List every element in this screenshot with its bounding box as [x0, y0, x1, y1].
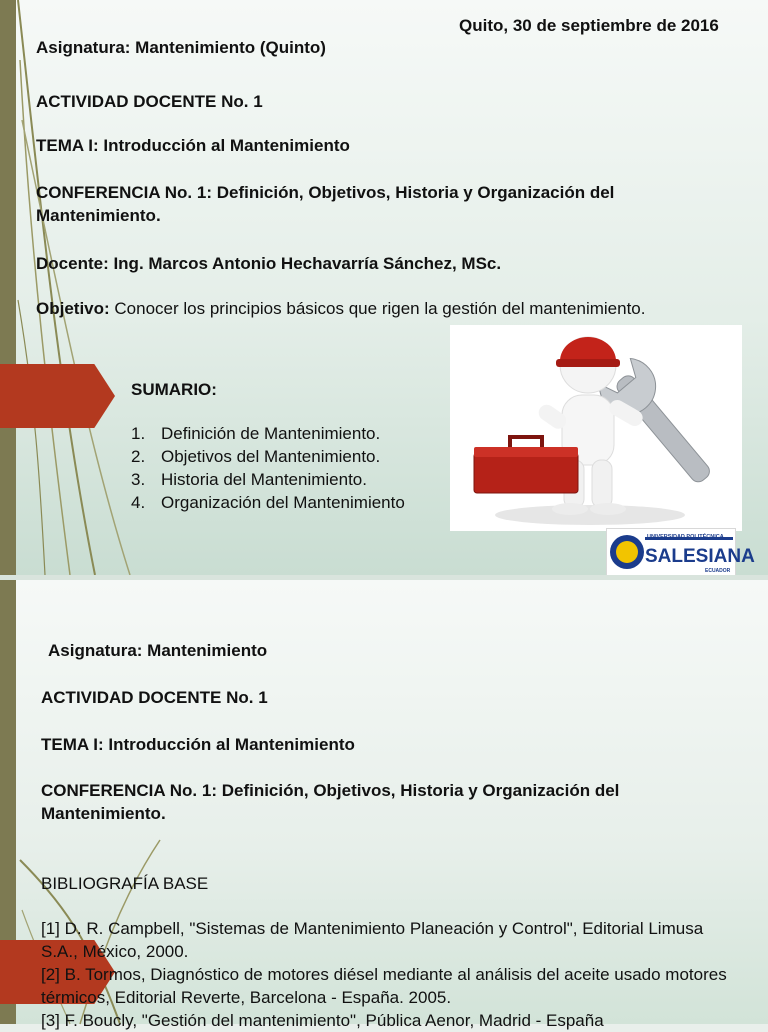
teacher: Docente: Ing. Marcos Antonio Hechavarría Sánchez, MSc. — [36, 254, 502, 273]
summary-item: 2. Objetivos del Mantenimiento. — [131, 447, 381, 466]
bibliography-title: BIBLIOGRAFÍA BASE — [41, 874, 209, 893]
objective-text: Conocer los principios básicos que rigen la gestión del mantenimiento. — [109, 299, 646, 318]
bibliography-list — [41, 917, 741, 1032]
activity-title: ACTIVIDAD DOCENTE No. 1 — [41, 688, 268, 707]
logo-country: ECUADOR — [705, 568, 731, 574]
logo-caption: UNIVERSIDAD POLITÉCNICA — [647, 534, 724, 540]
summary-item: 1. Definición de Mantenimiento. — [131, 424, 381, 443]
topic-title: TEMA I: Introducción al Mantenimiento — [36, 136, 350, 155]
subject: Asignatura: Mantenimiento (Quinto) — [36, 38, 326, 57]
slide-2 — [0, 580, 768, 1030]
conference-title: CONFERENCIA No. 1: Definición, Objetivos, Historia y Organización del Mantenimiento. — [41, 781, 620, 823]
reference-item: [1] D. R. Campbell, "Sistemas de Mantenimiento Planeación y Control", Editorial Limusa S.A., México, 2000. — [41, 919, 704, 961]
grass-decoration — [0, 0, 140, 575]
date: Quito, 30 de septiembre de 2016 — [459, 16, 719, 35]
objective — [36, 297, 645, 320]
objective-label: Objetivo: — [36, 299, 110, 318]
university-logo — [606, 528, 755, 576]
reference-item: [3] F. Boucly, "Gestión del mantenimiento", Pública Aenor, Madrid - España — [41, 1011, 604, 1030]
reference-item: [2] B. Tormos, Diagnóstico de motores diésel mediante al análisis del aceite usado motores térmicos, Editorial Reverte, Barcelona - España. 2005. — [41, 965, 727, 1007]
arrow-marker — [0, 364, 115, 428]
maintenance-illustration — [450, 325, 742, 531]
summary-item: 4. Organización del Mantenimiento — [131, 493, 405, 512]
summary-item: 3. Historia del Mantenimiento. — [131, 470, 367, 489]
subject: Asignatura: Mantenimiento — [48, 641, 268, 660]
topic-title: TEMA I: Introducción al Mantenimiento — [41, 735, 355, 754]
activity-title: ACTIVIDAD DOCENTE No. 1 — [36, 92, 263, 111]
summary-title: SUMARIO: — [131, 380, 217, 399]
summary-list — [131, 422, 405, 514]
logo-name: SALESIANA — [645, 546, 755, 567]
conference-title: CONFERENCIA No. 1: Definición, Objetivos, Historia y Organización del Mantenimiento. — [36, 183, 615, 225]
